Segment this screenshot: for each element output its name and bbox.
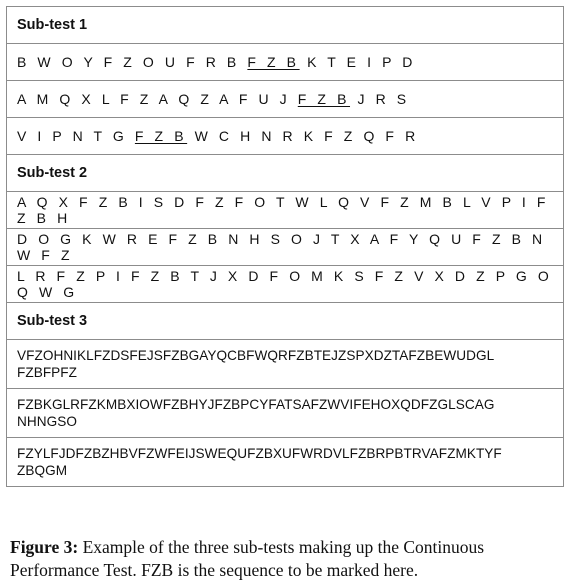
table-row bbox=[7, 118, 564, 155]
sequence-line: VFZOHNIKLFZDSFEJSFZBGAYQCBFWQRFZBTEJZSPXDZTAFZBEWUDGL bbox=[17, 348, 495, 363]
table-row bbox=[7, 192, 564, 229]
sequence-cell bbox=[7, 389, 564, 438]
target-sequence: F Z B bbox=[134, 128, 188, 144]
sequence-cell bbox=[7, 81, 564, 118]
table-row bbox=[7, 44, 564, 81]
subtest-header-row bbox=[7, 7, 564, 44]
sequence-text: K T E I P D bbox=[299, 54, 416, 70]
sequence-text: J R S bbox=[350, 91, 410, 107]
sequence-line: FZBKGLRFZKMBXIOWFZBHYJFZBPCYFATSAFZWVIFEHOXQDFZGLSCAG bbox=[17, 397, 495, 412]
subtest-2-heading: Sub-test 2 bbox=[7, 155, 564, 192]
sequence-cell bbox=[7, 340, 564, 389]
table-row bbox=[7, 340, 564, 389]
sequence-line: ZBQGM bbox=[17, 463, 68, 478]
subtest-table bbox=[6, 6, 564, 487]
table-row bbox=[7, 389, 564, 438]
subtest-3-heading: Sub-test 3 bbox=[7, 303, 564, 340]
subtest-header-row bbox=[7, 155, 564, 192]
target-sequence: F Z B bbox=[247, 54, 300, 70]
sequence-text: V I P N T G bbox=[17, 128, 135, 144]
table-row bbox=[7, 229, 564, 266]
sequence-text: A M Q X L F Z A Q Z A F U J bbox=[17, 91, 298, 107]
sequence-cell bbox=[7, 438, 564, 487]
sequence-text: W C H N R K F Z Q F R bbox=[187, 128, 419, 144]
figure-label: Figure 3: bbox=[10, 537, 79, 557]
sequence-cell bbox=[7, 118, 564, 155]
table-row bbox=[7, 438, 564, 487]
sequence-line: NHNGSO bbox=[17, 414, 77, 429]
figure-caption bbox=[10, 536, 566, 582]
sequence-cell: L R F Z P I F Z B T J X D F O M K S F Z V X D Z P G O Q W G bbox=[7, 266, 564, 303]
table-row bbox=[7, 266, 564, 303]
sequence-line: FZYLFJDFZBZHBVFZWFEIJSWEQUFZBXUFWRDVLFZBRPBTRVAFZMKTYF bbox=[17, 446, 502, 461]
sequence-cell bbox=[7, 44, 564, 81]
subtest-header-row bbox=[7, 303, 564, 340]
table-row bbox=[7, 81, 564, 118]
caption-text: Example of the three sub-tests making up the Continuous Performance Test. FZB is the sequence to be marked here. bbox=[10, 537, 485, 580]
target-sequence: F Z B bbox=[297, 91, 351, 107]
subtest-1-heading: Sub-test 1 bbox=[7, 7, 564, 44]
sequence-cell: A Q X F Z B I S D F Z F O T W L Q V F Z M B L V P I F Z B H bbox=[7, 192, 564, 229]
sequence-line: FZBFPFZ bbox=[17, 365, 78, 380]
sequence-text: B W O Y F Z O U F R B bbox=[17, 54, 248, 70]
sequence-cell: D O G K W R E F Z B N H S O J T X A F Y Q U F Z B N W F Z bbox=[7, 229, 564, 266]
